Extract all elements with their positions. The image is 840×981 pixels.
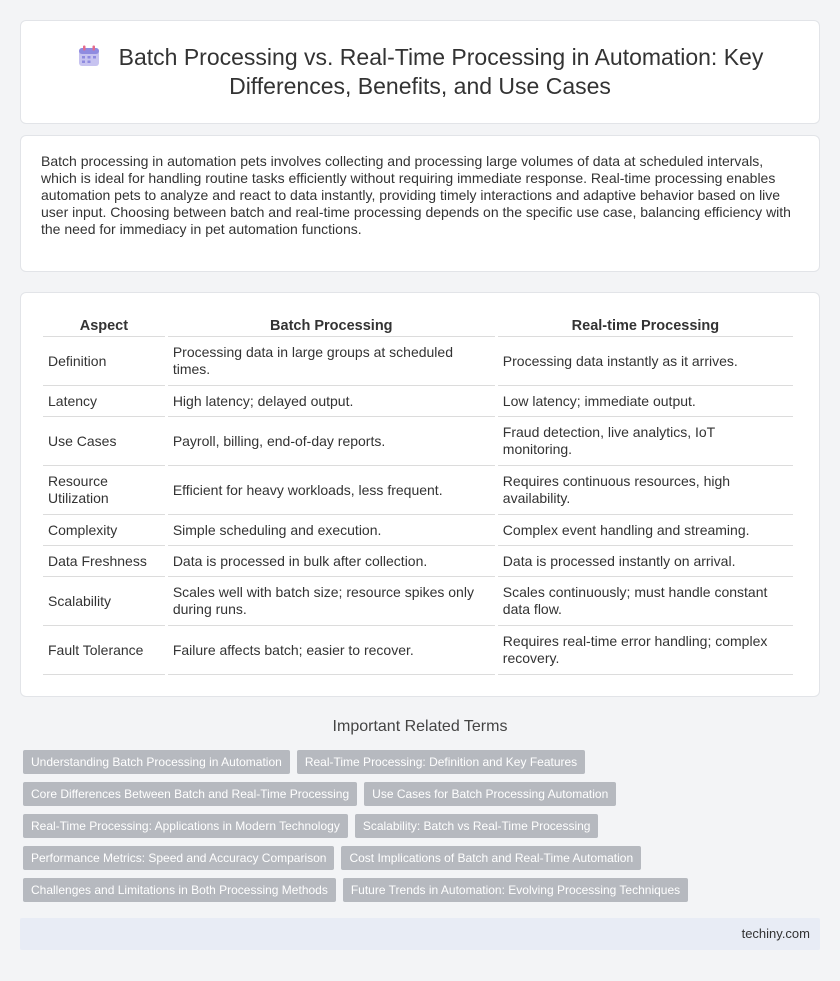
cell-realtime: Requires continuous resources, high availability. (498, 466, 793, 515)
related-term-tag[interactable]: Use Cases for Batch Processing Automation (364, 782, 616, 806)
related-term-tag[interactable]: Core Differences Between Batch and Real-Time Processing (23, 782, 357, 806)
cell-aspect: Data Freshness (43, 546, 165, 577)
tag-row (23, 846, 823, 870)
intro-card (20, 135, 820, 272)
table-row (43, 577, 793, 626)
cell-batch: High latency; delayed output. (168, 386, 495, 417)
cell-batch: Data is processed in bulk after collection. (168, 546, 495, 577)
related-term-tag[interactable]: Cost Implications of Batch and Real-Time Automation (341, 846, 641, 870)
table-row (43, 386, 793, 417)
related-terms-title: Important Related Terms (332, 718, 508, 735)
related-term-tag[interactable]: Performance Metrics: Speed and Accuracy Comparison (23, 846, 334, 870)
header-batch: Batch Processing (168, 314, 495, 337)
related-term-tag[interactable]: Scalability: Batch vs Real-Time Processing (355, 814, 599, 838)
intro-paragraph: Batch processing in automation pets involves collecting and processing large volumes of data at scheduled intervals, which is ideal for handling routine tasks efficiently without requiring immediate response. Real-time processing enables automation pets to analyze and react to data instantly, providing timely interactions and adaptive behavior based on live user input. Choosing between batch and real-time processing depends on the specific use case, balancing efficiency with the need for immediacy in pet automation functions. (41, 153, 791, 237)
tag-row (23, 814, 823, 838)
tag-row (23, 750, 823, 774)
site-link[interactable]: techiny.com (741, 926, 810, 941)
cell-batch: Processing data in large groups at scheduled times. (168, 337, 495, 386)
header-realtime: Real-time Processing (498, 314, 793, 337)
cell-realtime: Fraud detection, live analytics, IoT monitoring. (498, 417, 793, 466)
cell-aspect: Use Cases (43, 417, 165, 466)
related-term-tag[interactable]: Challenges and Limitations in Both Processing Methods (23, 878, 336, 902)
cell-batch: Payroll, billing, end-of-day reports. (168, 417, 495, 466)
footer (20, 918, 820, 950)
related-term-tag[interactable]: Real-Time Processing: Definition and Key Features (297, 750, 585, 774)
cell-realtime: Requires real-time error handling; complex recovery. (498, 626, 793, 675)
cell-batch: Failure affects batch; easier to recover. (168, 626, 495, 675)
table-row (43, 515, 793, 546)
cell-aspect: Definition (43, 337, 165, 386)
cell-aspect: Fault Tolerance (43, 626, 165, 675)
cell-realtime: Complex event handling and streaming. (498, 515, 793, 546)
table-row (43, 337, 793, 386)
cell-realtime: Data is processed instantly on arrival. (498, 546, 793, 577)
calendar-icon (77, 44, 101, 68)
cell-realtime: Processing data instantly as it arrives. (498, 337, 793, 386)
tag-row (23, 782, 823, 806)
related-term-tag[interactable]: Understanding Batch Processing in Automation (23, 750, 290, 774)
related-term-tag[interactable]: Future Trends in Automation: Evolving Processing Techniques (343, 878, 688, 902)
comparison-table-card (20, 292, 820, 697)
related-terms-list (23, 750, 823, 910)
header-card (20, 20, 820, 124)
cell-aspect: Complexity (43, 515, 165, 546)
cell-batch: Simple scheduling and execution. (168, 515, 495, 546)
comparison-table (40, 314, 796, 675)
header-aspect: Aspect (43, 314, 165, 337)
tag-row (23, 878, 823, 902)
cell-aspect: Resource Utilization (43, 466, 165, 515)
title-wrap (61, 43, 779, 101)
cell-batch: Efficient for heavy workloads, less frequent. (168, 466, 495, 515)
page-title: Batch Processing vs. Real-Time Processing in Automation: Key Differences, Benefits, and Use Cases (118, 44, 764, 99)
cell-aspect: Latency (43, 386, 165, 417)
cell-realtime: Scales continuously; must handle constant data flow. (498, 577, 793, 626)
related-term-tag[interactable]: Real-Time Processing: Applications in Modern Technology (23, 814, 348, 838)
cell-aspect: Scalability (43, 577, 165, 626)
cell-batch: Scales well with batch size; resource spikes only during runs. (168, 577, 495, 626)
table-row (43, 626, 793, 675)
table-row (43, 466, 793, 515)
table-row (43, 546, 793, 577)
table-row (43, 417, 793, 466)
table-header-row (43, 314, 793, 337)
cell-realtime: Low latency; immediate output. (498, 386, 793, 417)
